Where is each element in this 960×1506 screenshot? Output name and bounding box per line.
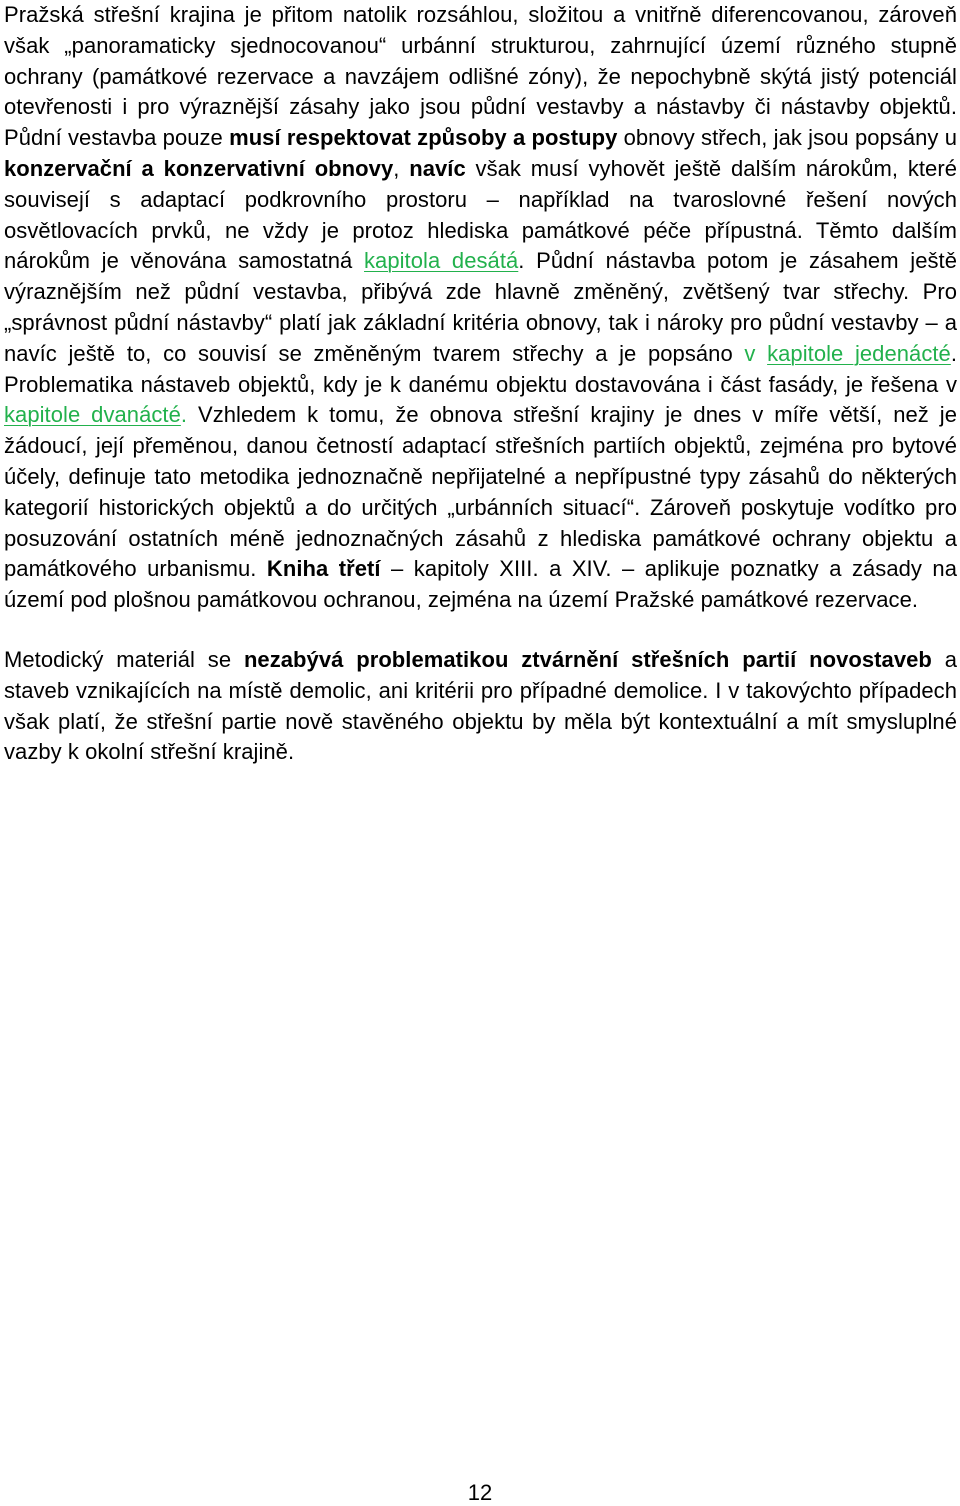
- text-run: . Problematika nástaveb objektů, kdy je k danému objektu dostavována i část fasády, je řešena v: [4, 340, 957, 397]
- text-run: ,: [393, 155, 410, 181]
- bold-text: navíc: [409, 155, 466, 181]
- paragraph-scope-note: [4, 645, 957, 768]
- text-run: – kapitoly XIII. a XIV. – aplikuje poznatky a zásady na území pod plošnou památkovou ochranou, zejména na území Pražské památkové rezervace.: [4, 556, 957, 613]
- bold-text: musí respektovat způsoby a postupy: [229, 125, 618, 151]
- text-run: Vzhledem k tomu, že obnova střešní krajiny je dnes v míře větší, než je žádoucí, její přeměnou, danou četností adaptací střešních partiích objektů, zejména pro bytové účely, definuje tato metodika jednoznačně nepřijatelné a nepřípustné typy zásahů do některých kategorií historických objektů a do určitých „urbánních situací“. Zároveň poskytuje vodítko pro posuzování ostatních méně jednoznačných zásahů z hlediska památkové ochrany objektu a památkového urbanismu.: [4, 402, 957, 582]
- link-chapter-ten[interactable]: kapitola desátá: [364, 248, 519, 274]
- text-run: Metodický materiál se: [4, 646, 244, 672]
- link-chapter-eleven[interactable]: kapitole jedenácté: [767, 340, 951, 366]
- link-chapter-twelve[interactable]: kapitole dvanácté: [4, 402, 181, 428]
- paragraph-roof-landscape: [4, 0, 957, 616]
- page-number: 12: [467, 1480, 493, 1505]
- text-run: však musí vyhovět ještě dalším nárokům, které souvisejí s adaptací podkrovního prostoru – například na tvaroslovné řešení nových osvětlovacích prvků, ne vždy je protoz hlediska památkové péče přípustná. Těmto dalším nárokům je věnována samostatná: [4, 155, 957, 274]
- bold-text: nezabývá problematikou ztvárnění střešních partií novostaveb: [243, 646, 932, 672]
- text-run: . Půdní nástavba potom je zásahem ještě výraznějším než půdní vestavba, přibývá zde hlavně změněný, zvětšený tvar střechy. Pro „správnost půdní nástavby“ platí jak základní kritéria obnovy, tak i nároky pro půdní vestavby – a navíc ještě to, co souvisí se změněným tvarem střechy a je popsáno: [4, 248, 958, 366]
- link-prefix: v: [744, 340, 768, 366]
- bold-text: Kniha třetí: [266, 556, 381, 582]
- text-run: a staveb vznikajících na místě demolic, ani kritérii pro případné demolice. I v takovýchto případech však platí, že střešní partie nově stavěného objektu by měla být kontextuální a mít smysluplné vazby k okolní střešní krajině.: [4, 646, 957, 765]
- document-page: [4, 0, 957, 768]
- text-run: obnovy střech, jak jsou popsány u: [617, 125, 957, 151]
- text-run: Pražská střešní krajina je přitom natolik rozsáhlou, složitou a vnitřně diferencovanou, zároveň však „panoramaticky sjednocovanou“ urbánní strukturou, zahrnující území různého stupně ochrany (památkové rezervace a navzájem odlišné zóny), že nepochybně skýtá jistý potenciál otevřenosti i pro výraznější zásahy jako jsou půdní vestavby a nástavby či nástavby objektů. Půdní vestavba pouze: [4, 2, 957, 151]
- bold-text: konzervační a konzervativní obnovy: [4, 155, 394, 181]
- link-suffix: .: [180, 402, 188, 428]
